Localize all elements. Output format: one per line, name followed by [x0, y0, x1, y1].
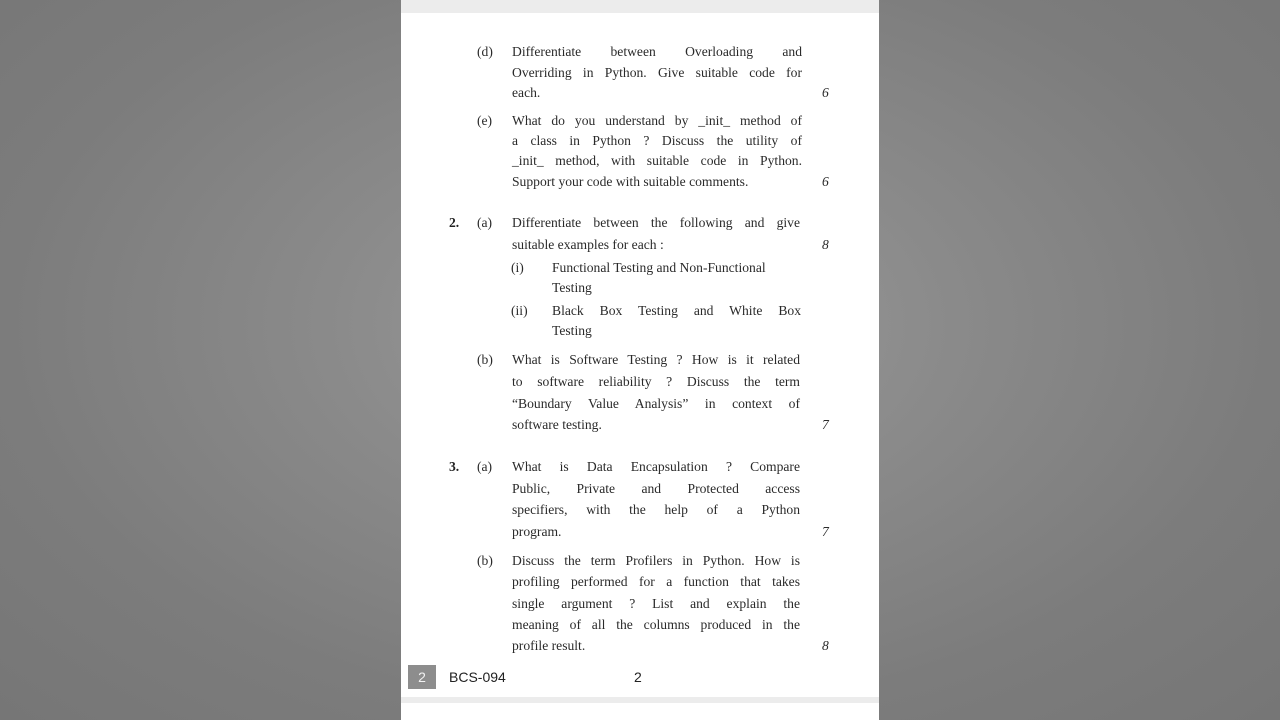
q1e-marks: 6	[822, 174, 829, 189]
q2a-line-1: Differentiate between the following and give	[512, 215, 800, 230]
q1d-line-2: Overriding in Python. Give suitable code for	[512, 65, 802, 80]
q3b-label: (b)	[477, 553, 493, 568]
page-number: 2	[634, 669, 642, 685]
q1e-line-2: a class in Python ? Discuss the utility of	[512, 133, 802, 148]
document-viewer[interactable]	[401, 0, 879, 720]
q2a-ii-label: (ii)	[511, 303, 528, 318]
q3a-line-4: program.	[512, 524, 562, 539]
q3-number: 3.	[449, 459, 460, 474]
q1e-line-3: _init_ method, with suitable code in Python.	[512, 153, 802, 168]
q2a-i-line-2: Testing	[552, 280, 592, 295]
q2a-label: (a)	[477, 215, 493, 230]
q1d-label: (d)	[477, 44, 493, 59]
q3b-line-1: Discuss the term Profilers in Python. How is	[512, 553, 800, 568]
q1e-line-1: What do you understand by _init_ method of	[512, 113, 802, 128]
q1e-line-4: Support your code with suitable comments.	[512, 174, 749, 189]
q3b-line-2: profiling performed for a function that takes	[512, 574, 800, 589]
q3b-marks: 8	[822, 638, 829, 653]
next-page-edge	[401, 703, 879, 720]
q2a-line-2: suitable examples for each :	[512, 237, 664, 252]
q2a-ii-line-2: Testing	[552, 323, 592, 338]
q2b-line-3: “Boundary Value Analysis” in context of	[512, 396, 800, 411]
course-code: BCS-094	[449, 669, 506, 685]
q2b-marks: 7	[822, 417, 829, 432]
q3a-marks: 7	[822, 524, 829, 539]
q1e-label: (e)	[477, 113, 493, 128]
q2b-line-4: software testing.	[512, 417, 602, 432]
q2a-ii-line-1: Black Box Testing and White Box	[552, 303, 801, 318]
q2a-i-label: (i)	[511, 260, 524, 275]
q2a-marks: 8	[822, 237, 829, 252]
q1d-line-1: Differentiate between Overloading and	[512, 44, 802, 59]
q3b-line-4: meaning of all the columns produced in the	[512, 617, 800, 632]
q3a-line-2: Public, Private and Protected access	[512, 481, 800, 496]
q2b-line-1: What is Software Testing ? How is it related	[512, 352, 800, 367]
q3a-line-1: What is Data Encapsulation ? Compare	[512, 459, 800, 474]
q1d-line-3: each.	[512, 85, 541, 100]
q2-number: 2.	[449, 215, 460, 230]
q3b-line-5: profile result.	[512, 638, 586, 653]
exam-page	[401, 13, 879, 697]
q2b-label: (b)	[477, 352, 493, 367]
page-badge: 2	[408, 665, 436, 689]
q3a-line-3: specifiers, with the help of a Python	[512, 502, 800, 517]
q2b-line-2: to software reliability ? Discuss the term	[512, 374, 800, 389]
q1d-marks: 6	[822, 85, 829, 100]
q3b-line-3: single argument ? List and explain the	[512, 596, 800, 611]
q2a-i-line-1: Functional Testing and Non-Functional	[552, 260, 766, 275]
q3a-label: (a)	[477, 459, 493, 474]
